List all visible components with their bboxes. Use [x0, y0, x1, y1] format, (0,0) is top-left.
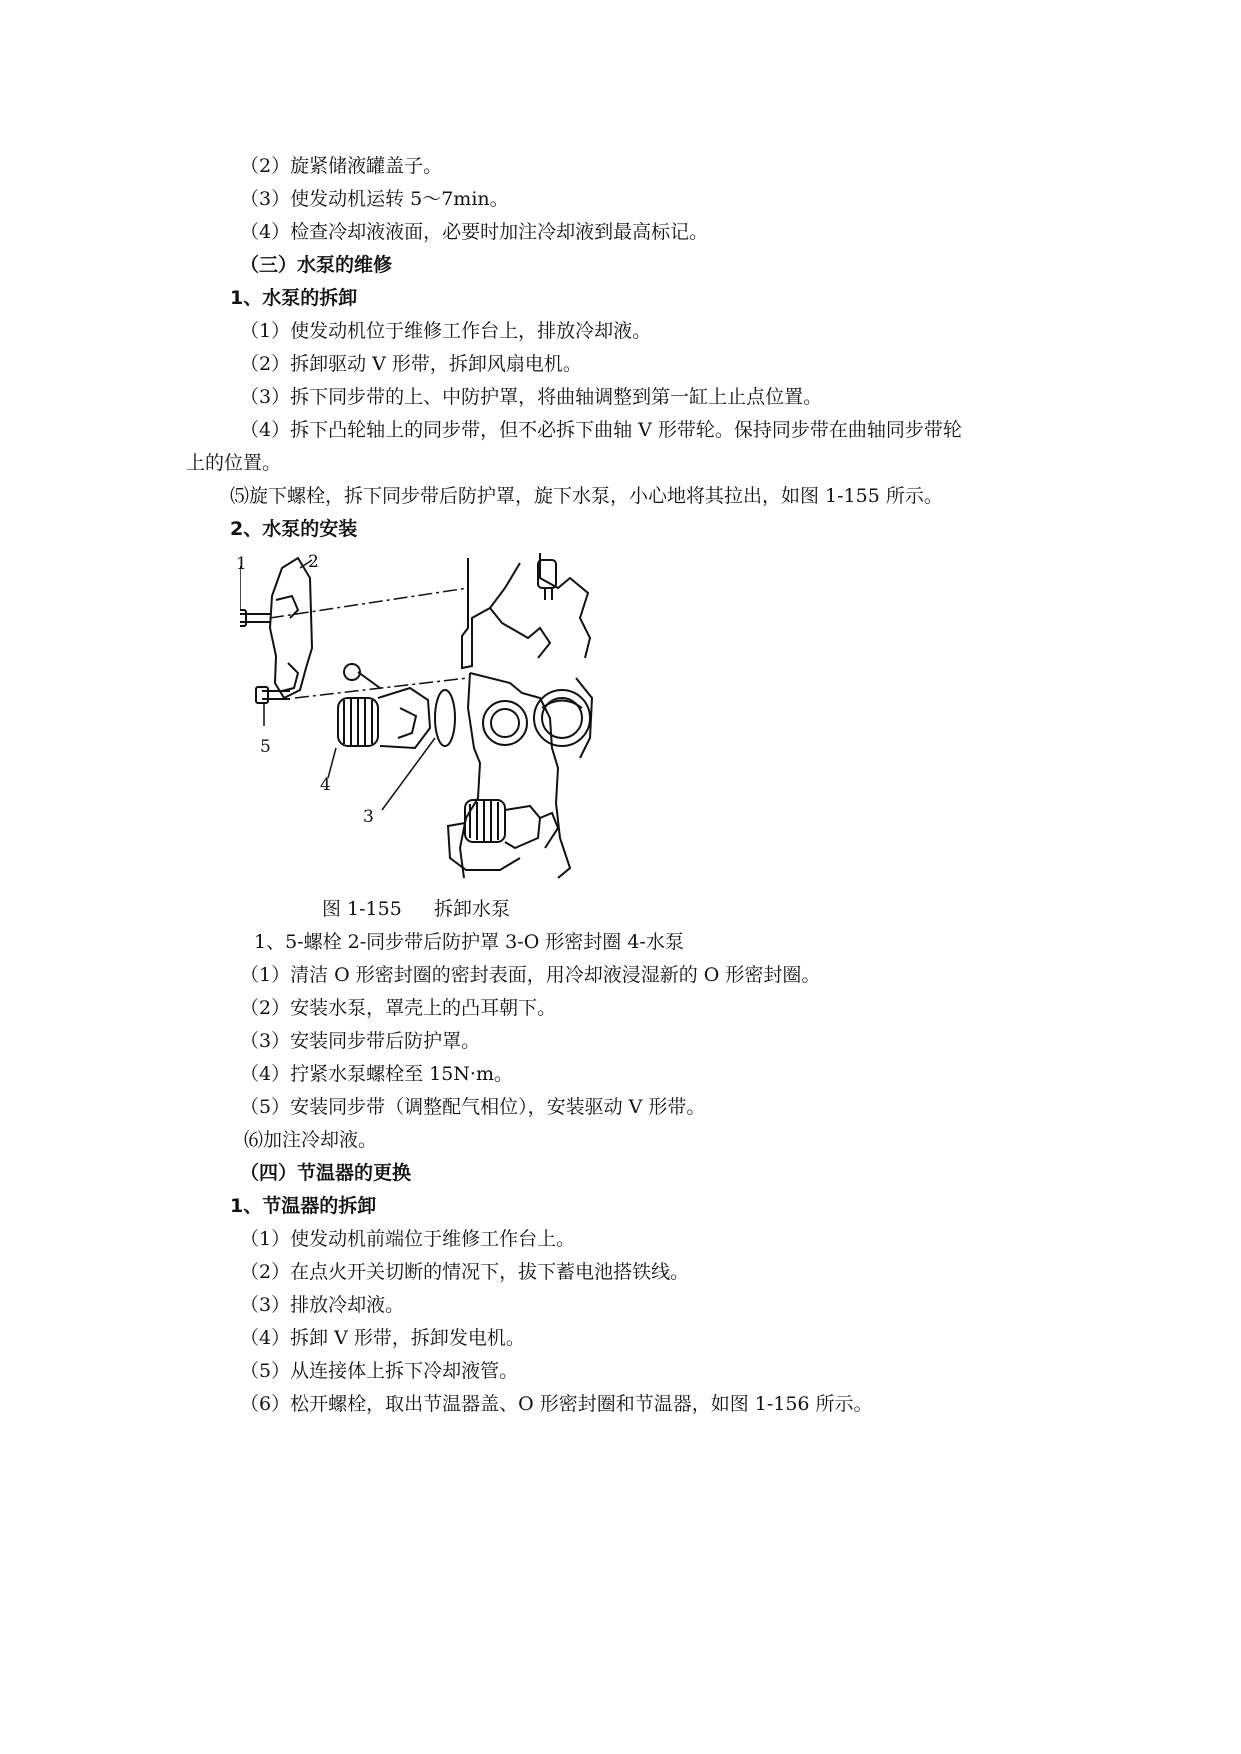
section-heading: （四）节温器的更换	[240, 1162, 412, 1184]
list-item: （3）拆下同步带的上、中防护罩，将曲轴调整到第一缸上止点位置。	[240, 386, 823, 408]
list-item: ⑹加注冷却液。	[244, 1129, 378, 1151]
subsection-heading: 2、水泵的安装	[230, 518, 358, 540]
figure-legend: 1、5-螺栓 2-同步带后防护罩 3-O 形密封圈 4-水泵	[254, 931, 684, 953]
water-pump-diagram	[240, 548, 605, 888]
list-item: （4）拆卸 V 形带，拆卸发电机。	[240, 1327, 525, 1349]
subsection-heading: 1、节温器的拆卸	[230, 1195, 377, 1217]
list-item: （2）拆卸驱动 V 形带，拆卸风扇电机。	[240, 353, 582, 375]
list-item: （5）安装同步带（调整配气相位），安装驱动 V 形带。	[240, 1096, 706, 1118]
list-item: （4）拆下凸轮轴上的同步带，但不必拆下曲轴 V 形带轮。保持同步带在曲轴同步带轮	[240, 419, 962, 441]
callout-label: 3	[363, 807, 374, 827]
list-item: （1）使发动机位于维修工作台上，排放冷却液。	[240, 320, 652, 342]
list-item-continuation: 上的位置。	[186, 452, 282, 474]
list-item: （1）清洁 O 形密封圈的密封表面，用冷却液浸湿新的 O 形密封圈。	[240, 964, 821, 986]
list-item: ⑸旋下螺栓，拆下同步带后防护罩，旋下水泵，小心地将其拉出，如图 1-155 所示。	[230, 485, 943, 507]
paragraph: （4）检查冷却液液面，必要时加注冷却液到最高标记。	[240, 221, 709, 243]
callout-label: 4	[320, 775, 331, 795]
figure-caption-title: 拆卸水泵	[434, 898, 511, 920]
list-item: （6）松开螺栓，取出节温器盖、O 形密封圈和节温器，如图 1-156 所示。	[240, 1393, 873, 1415]
callout-label: 1	[236, 554, 247, 574]
list-item: （2）安装水泵，罩壳上的凸耳朝下。	[240, 997, 557, 1019]
list-item: （3）安装同步带后防护罩。	[240, 1030, 481, 1052]
section-heading: （三）水泵的维修	[240, 254, 393, 276]
subsection-heading: 1、水泵的拆卸	[230, 287, 358, 309]
list-item: （2）在点火开关切断的情况下，拔下蓄电池搭铁线。	[240, 1261, 690, 1283]
paragraph: （3）使发动机运转 5～7min。	[240, 188, 509, 210]
paragraph: （2）旋紧储液罐盖子。	[240, 155, 443, 177]
figure-caption-number: 图 1-155	[322, 898, 402, 920]
list-item: （3）排放冷却液。	[240, 1294, 405, 1316]
list-item: （4）拧紧水泵螺栓至 15N·m。	[240, 1063, 513, 1085]
list-item: （1）使发动机前端位于维修工作台上。	[240, 1228, 576, 1250]
callout-label: 2	[308, 552, 319, 572]
list-item: （5）从连接体上拆下冷却液管。	[240, 1360, 519, 1382]
callout-label: 5	[260, 737, 271, 757]
